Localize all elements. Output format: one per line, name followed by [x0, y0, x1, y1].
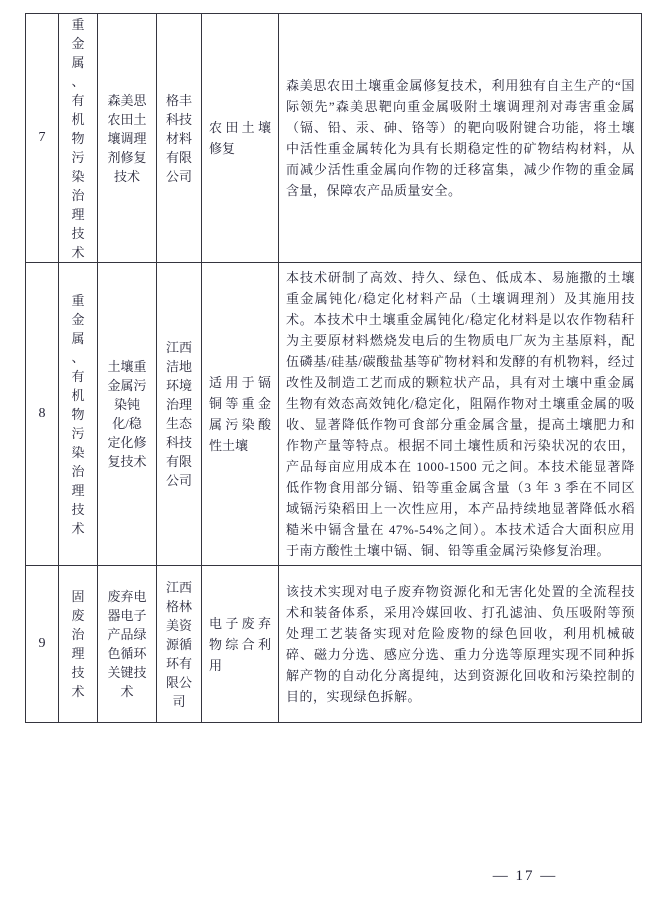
- company-cell: [157, 566, 202, 723]
- technology-name: 土壤重金属污染钝化/稳定化修复技术: [107, 359, 147, 469]
- description-cell: [279, 263, 642, 566]
- category-label: 重金属、有机物污染治理技术: [71, 16, 85, 260]
- technology-description: 该技术实现对电子废弃物资源化和无害化处置的全流程技术和装备体系，采用冷媒回收、打孔滤油、负压吸附等预处理工艺装备实现对危险废物的绿色回收，利用机械破碎、磁力分选、感应分选、重力分选等原理实现不同种拆解产物的自动化分离提纯，达到资源化回收和污染控制的目的，实现绿色拆解。: [286, 584, 635, 704]
- company-cell: [157, 263, 202, 566]
- description-cell: [279, 566, 642, 723]
- company-name: 江西洁地环境治理生态科技有限公司: [165, 340, 192, 488]
- company-name: 格丰科技材料有限公司: [165, 92, 192, 184]
- row-number-cell: [26, 566, 59, 723]
- table-row-7: [26, 14, 642, 263]
- category-label: 重金属、有机物污染治理技术: [71, 292, 85, 536]
- category-cell: [59, 14, 98, 263]
- category-cell: [59, 263, 98, 566]
- row-number: 7: [38, 130, 46, 145]
- application-cell: [202, 566, 279, 723]
- company-cell: [157, 14, 202, 263]
- application-cell: [202, 14, 279, 263]
- description-cell: [279, 14, 642, 263]
- technology-name-cell: [98, 263, 157, 566]
- technology-description: 森美思农田土壤重金属修复技术，利用独有自主生产的“国际领先”森美思靶向重金属吸附土壤调理剂对毒害重金属（镉、铅、汞、砷、铬等）的靶向吸附键合功能，将土壤中活性重金属转化为具有长期稳定性的矿物结构材料，从而减少活性重金属向作物的迁移富集，减少作物的重金属含量，保障农产品质量安全。: [286, 78, 635, 198]
- application-scope: 适用于镉铜等重金属污染酸性土壤: [209, 375, 271, 453]
- page-number: — 17 —: [492, 868, 558, 884]
- row-number-cell: [26, 14, 59, 263]
- application-cell: [202, 263, 279, 566]
- technology-name-cell: [98, 566, 157, 723]
- table-row-8: [26, 263, 642, 566]
- technology-table: [25, 13, 642, 723]
- table-row-9: [26, 566, 642, 723]
- technology-name-cell: [98, 14, 157, 263]
- row-number: 9: [38, 636, 46, 651]
- application-scope: 电子废弃物综合利用: [209, 615, 271, 673]
- technology-name: 废弃电器电子产品绿色循环关键技术: [107, 589, 147, 699]
- technology-name: 森美思农田土壤调理剂修复技术: [107, 92, 147, 184]
- application-scope: 农田土壤修复: [209, 120, 271, 156]
- category-cell: [59, 566, 98, 723]
- category-label: 固废治理技术: [71, 589, 85, 699]
- row-number-cell: [26, 263, 59, 566]
- technology-description: 本技术研制了高效、持久、绿色、低成本、易施撒的土壤重金属钝化/稳定化材料产品（土壤调理剂）及其施用技术。本技术中土壤重金属钝化/稳定化材料是以农作物秸秆为主要原材料燃烧发电后的生物质电厂灰为主基原料，配伍磷基/硅基/碳酸盐基等矿物材料和发酵的有机物料，经过改性及制造工艺而成的颗粒状产品，具有对土壤中重金属生物有效态高效钝化/稳定化，阻隔作物对土壤重金属的吸收、显著降低作物可食部分重金属含量，提高土壤肥力和作物产量等特点。根据不同土壤性质和污染状况的农田，产品每亩应用成本在 1000-1500 元之间。本技术能显著降低作物食用部分镉、铅等重金属含量（3 年 3 季在不同区域镉污染稻田上一次性应用，本产品持续地显著降低水稻糙米中镉含量在 47%-54%之间）。本技术适合大面积应用于南方酸性土壤中镉、铜、铅等重金属污染修复治理。: [286, 270, 635, 558]
- company-name: 江西格林美资源循环有限公司: [165, 579, 192, 709]
- row-number: 8: [38, 406, 46, 421]
